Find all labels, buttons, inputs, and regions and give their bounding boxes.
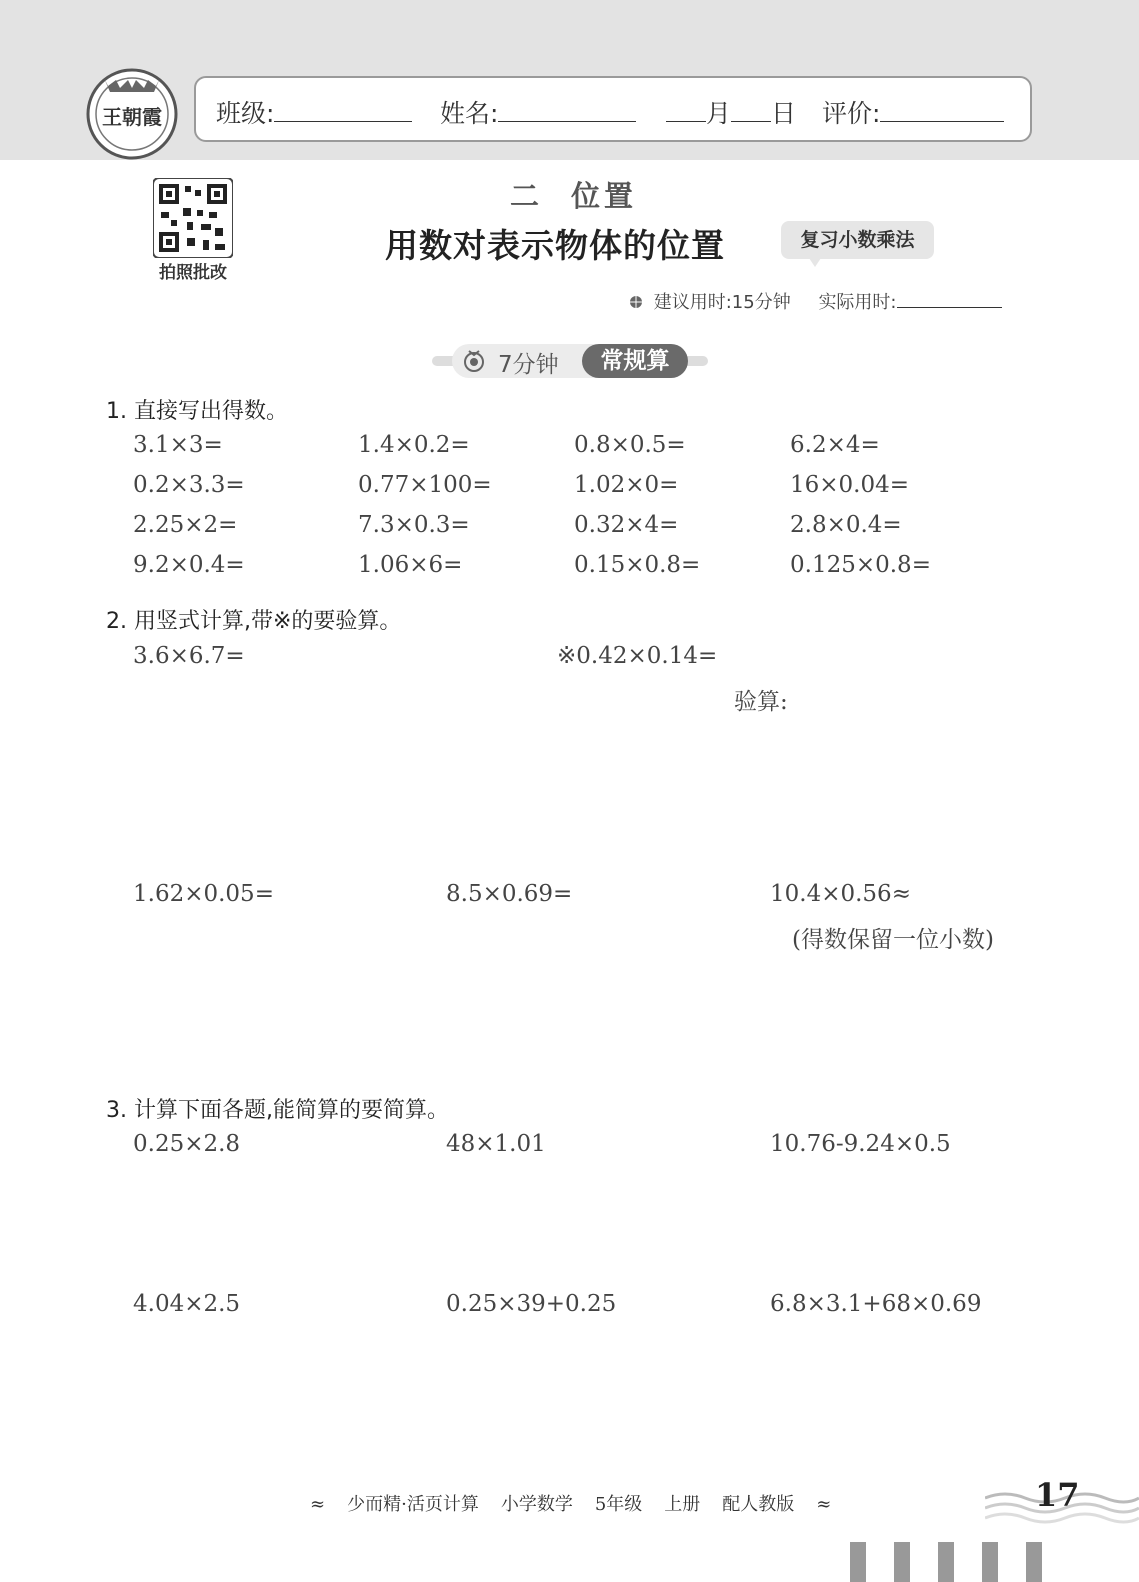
q1-expr: 16×0.04= bbox=[790, 472, 910, 498]
q1-expr: 3.1×3= bbox=[133, 432, 223, 458]
q3-expr: 0.25×39+0.25 bbox=[446, 1291, 617, 1317]
unit-name: 位置 bbox=[571, 179, 638, 213]
q1-expr: 2.25×2= bbox=[133, 512, 238, 538]
q1-expr: 6.2×4= bbox=[790, 432, 880, 458]
name-field[interactable]: 姓名: bbox=[440, 94, 636, 130]
section-type: 常规算 bbox=[582, 344, 688, 378]
q1-expr: 0.125×0.8= bbox=[790, 552, 931, 578]
svg-text:王朝霞: 王朝霞 bbox=[102, 105, 162, 129]
q2-expr: ※0.42×0.14= bbox=[557, 643, 718, 669]
q1-expr: 0.8×0.5= bbox=[574, 432, 686, 458]
q2-expr: 8.5×0.69= bbox=[446, 881, 573, 907]
unit-title bbox=[510, 174, 637, 215]
actual-time-blank[interactable] bbox=[897, 291, 1002, 308]
section-banner bbox=[432, 344, 708, 378]
footer-info bbox=[310, 1490, 853, 1516]
footer-subject: 小学数学 bbox=[500, 1494, 573, 1515]
q1-expr: 9.2×0.4= bbox=[133, 552, 245, 578]
medal-icon bbox=[462, 349, 486, 373]
section-duration: 7分钟 bbox=[498, 352, 559, 378]
publisher-logo bbox=[84, 64, 180, 160]
q2-expr: 10.4×0.56≈ bbox=[770, 881, 911, 907]
q2-heading: 2. 用竖式计算,带※的要验算。 bbox=[106, 609, 402, 634]
q3-expr: 10.76-9.24×0.5 bbox=[770, 1131, 951, 1157]
wave-icon: ≈ bbox=[816, 1494, 832, 1515]
q2-expr: 1.62×0.05= bbox=[133, 881, 274, 907]
q2-expr: 3.6×6.7= bbox=[133, 643, 245, 669]
q1-expr: 7.3×0.3= bbox=[358, 512, 470, 538]
q1-expr: 1.06×6= bbox=[358, 552, 463, 578]
q3-heading: 3. 计算下面各题,能简算的要简算。 bbox=[106, 1098, 449, 1123]
review-tag: 复习小数乘法 bbox=[781, 221, 934, 259]
q1-expr: 0.2×3.3= bbox=[133, 472, 245, 498]
time-line bbox=[628, 288, 1002, 314]
footer-volume: 上册 bbox=[664, 1494, 701, 1515]
leaf-icon bbox=[628, 294, 644, 310]
q2-check-label: 验算: bbox=[734, 689, 788, 715]
q3-expr: 4.04×2.5 bbox=[133, 1291, 241, 1317]
q3-expr: 48×1.01 bbox=[446, 1131, 546, 1157]
q1-expr: 1.02×0= bbox=[574, 472, 679, 498]
footer-grade: 5年级 bbox=[594, 1494, 643, 1515]
wave-icon: ≈ bbox=[310, 1494, 326, 1515]
suggested-time: 建议用时:15分钟 bbox=[653, 292, 791, 313]
qr-caption: 拍照批改 bbox=[159, 263, 227, 283]
q1-heading: 1. 直接写出得数。 bbox=[106, 399, 288, 424]
q1-expr: 2.8×0.4= bbox=[790, 512, 902, 538]
date-field[interactable]: 月 日 bbox=[666, 94, 796, 130]
page-number: 17 bbox=[1035, 1476, 1080, 1514]
student-info-box bbox=[194, 76, 1032, 142]
q1-expr: 0.32×4= bbox=[574, 512, 679, 538]
q1-expr: 0.77×100= bbox=[358, 472, 492, 498]
rating-field[interactable]: 评价: bbox=[822, 94, 1004, 130]
unit-number: 二 bbox=[510, 179, 544, 213]
qr-code[interactable] bbox=[153, 178, 233, 258]
footer-edition: 配人教版 bbox=[722, 1494, 795, 1515]
class-field[interactable]: 班级: bbox=[216, 94, 412, 130]
footer-series: 少而精·活页计算 bbox=[347, 1494, 479, 1515]
q1-expr: 0.15×0.8= bbox=[574, 552, 701, 578]
q1-expr: 1.4×0.2= bbox=[358, 432, 470, 458]
q3-expr: 0.25×2.8 bbox=[133, 1131, 241, 1157]
actual-time-label: 实际用时: bbox=[818, 292, 897, 313]
q3-expr: 6.8×3.1+68×0.69 bbox=[770, 1291, 982, 1317]
q2-rounding-note: (得数保留一位小数) bbox=[792, 927, 994, 953]
lesson-title: 用数对表示物体的位置 bbox=[385, 226, 725, 265]
